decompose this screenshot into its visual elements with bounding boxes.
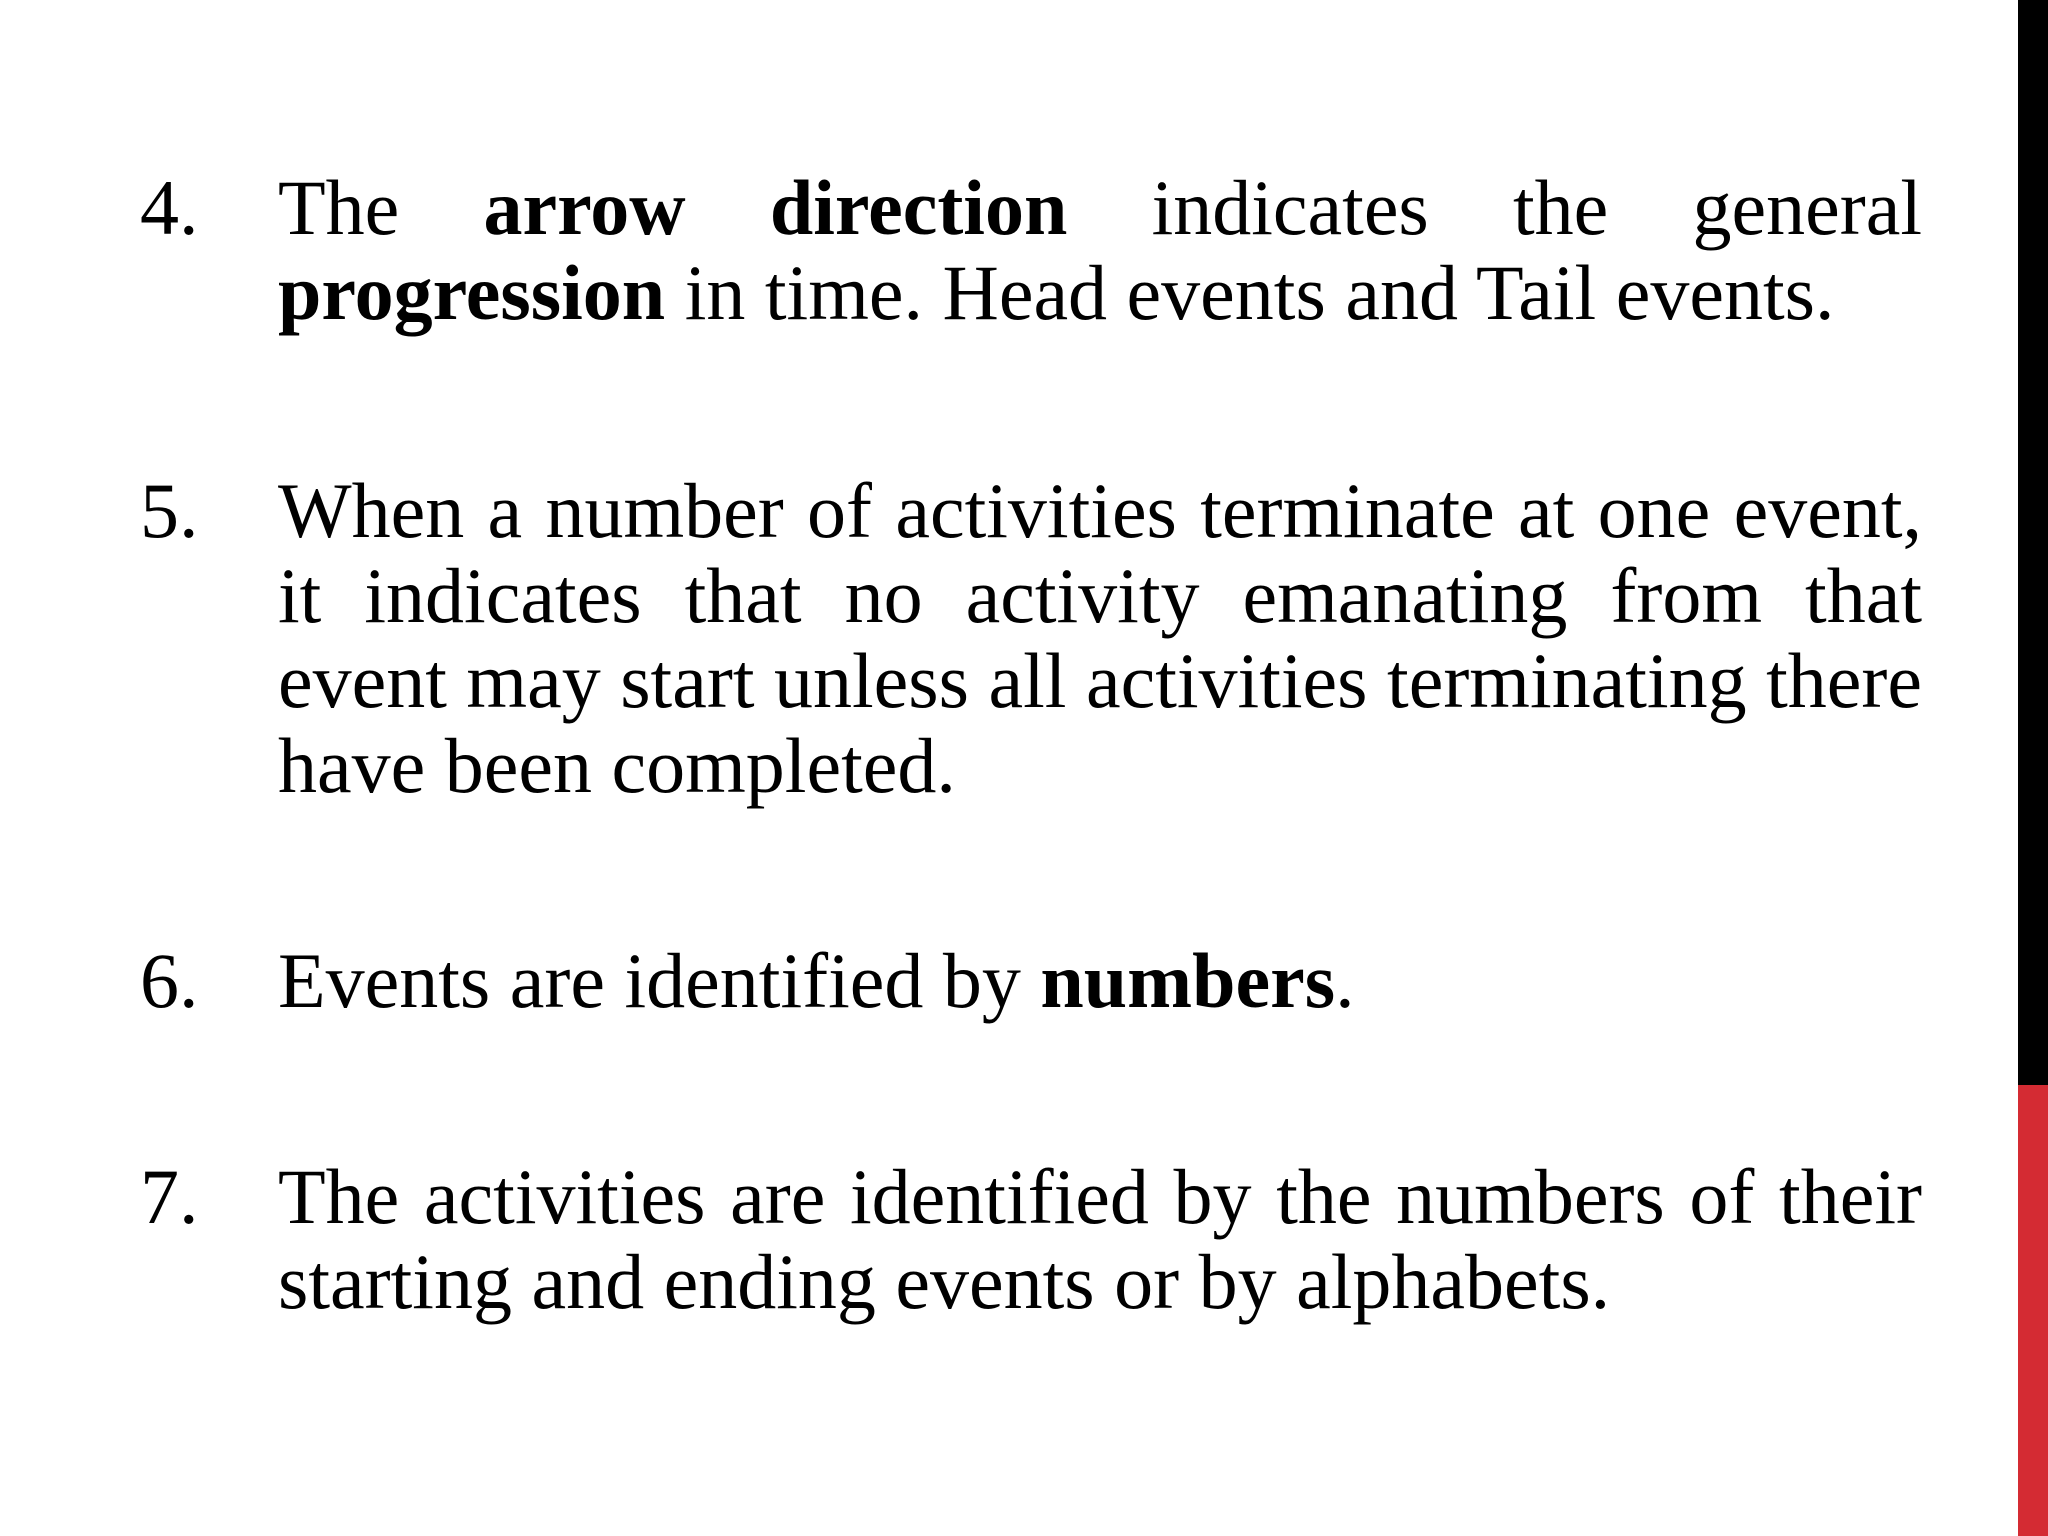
- side-accent-bar: [2018, 0, 2048, 1536]
- list-item-text: The activities are identified by the numbers of their starting and ending events or by alphabets.: [278, 1153, 1922, 1325]
- list-item-text: The arrow direction indicates the general progression in time. Head events and Tail events.: [278, 164, 1922, 336]
- list-item-number: 7.: [140, 1153, 199, 1240]
- bold-phrase-progression: progression: [278, 249, 666, 336]
- list-item-number: 4.: [140, 164, 199, 251]
- side-accent-bar-black: [2018, 0, 2048, 1085]
- bold-phrase-arrow-direction: arrow direction: [483, 164, 1068, 251]
- side-accent-bar-red: [2018, 1085, 2048, 1536]
- list-item-number: 5.: [140, 467, 199, 554]
- list-item-text: When a number of activities terminate at one event, it indicates that no activity emanating from that event may start unless all activities terminating there have been completed.: [278, 467, 1922, 809]
- bold-phrase-numbers: numbers: [1040, 937, 1336, 1024]
- list-item-text: Events are identified by numbers.: [278, 937, 1355, 1024]
- list-item-number: 6.: [140, 937, 199, 1024]
